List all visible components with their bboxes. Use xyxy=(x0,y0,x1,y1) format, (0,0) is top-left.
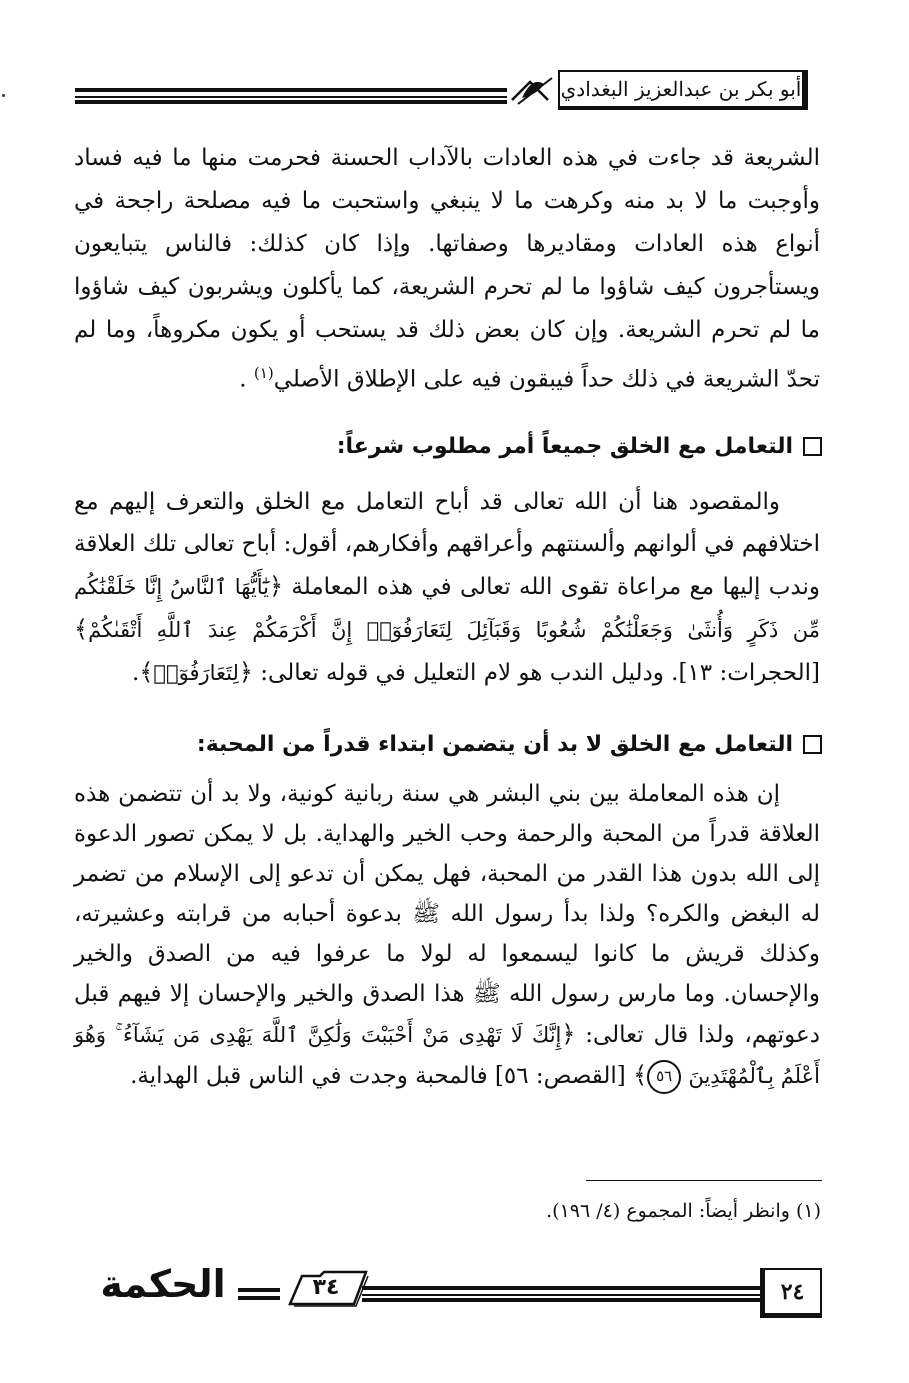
quran-open-bracket: ﴿ xyxy=(238,658,253,686)
quran-close-bracket: ﴾ xyxy=(139,658,154,686)
footer-equals-rule xyxy=(238,1288,280,1300)
paragraph-2-text-b: [الحجرات: ١٣]. ودليل الندب هو لام التعليل في قوله تعالى: xyxy=(252,660,820,686)
header-rule xyxy=(75,88,507,104)
paragraph-1-text: الشريعة قد جاءت في هذه العادات بالآداب الحسنة فحرمت منها ما فيه فساد وأوجبت ما لا بد منه وكرهت ما لا ينبغي واستحبت ما فيه مصلحة راجحة في أنواع هذه العادات ومقاديرها وصفاتها. وإذا كان كذلك: فالناس يتبايعون ويستأجرون كيف شاؤوا ما لم تحرم الشريعة، كما يأكلون ويشربون كيف شاؤوا ما لم تحرم الشريعة. وإن كان بعض ذلك قد يستحب أو يكون مكروهاً، وما لم تحدّ الشريعة في ذلك حداً فيبقون فيه على الإطلاق الأصلي xyxy=(74,145,820,393)
footer-rule xyxy=(362,1286,760,1302)
section-heading-2-text: التعامل مع الخلق لا بد أن يتضمن ابتداء قدراً من المحبة: xyxy=(196,732,793,757)
paragraph-2-end: . xyxy=(132,660,140,686)
quran-open-bracket: ﴿ xyxy=(561,1020,576,1048)
paragraph-1-end: . xyxy=(239,366,254,393)
quran-close-bracket: ﴾ xyxy=(633,1061,648,1089)
section-heading-1-text: التعامل مع الخلق جميعاً أمر مطلوب شرعاً: xyxy=(336,434,793,459)
section-heading-2 xyxy=(70,732,822,757)
quran-verse-qasas: إِنَّكَ لَا تَهْدِى مَنْ أَحْبَبْتَ وَلَٰكِنَّ ٱللَّهَ يَهْدِى مَن يَشَآءُ ۚ وَهُوَ أَعْلَمُ بِٱلْمُهْتَدِينَ xyxy=(74,1023,820,1088)
paragraph-1 xyxy=(74,137,820,402)
section-heading-1 xyxy=(70,434,822,459)
square-bullet-icon xyxy=(803,735,822,754)
quran-verse-hujurat: يَٰٓأَيُّهَا ٱلنَّاسُ إِنَّا خَلَقْنَٰكُم مِّن ذَكَرٍ وَأُنثَىٰ وَجَعَلْنَٰكُمْ شُعُوبًا وَقَبَآئِلَ لِتَعَارَفُوٓا۟ إِنَّ أَكْرَمَكُمْ عِندَ ٱللَّهِ أَتْقَىٰكُمْ xyxy=(74,575,820,642)
quran-close-bracket: ﴾ xyxy=(74,615,89,643)
issue-number: ٣٤ xyxy=(312,1275,340,1300)
running-header-author: أبو بكر بن عبدالعزيز البغدادي xyxy=(558,70,808,110)
footnote: (١) وانظر أيضاً: المجموع (٤/ ١٩٦). xyxy=(546,1200,821,1222)
quran-open-bracket: ﴿ xyxy=(268,572,284,600)
pen-icon xyxy=(508,70,556,110)
square-bullet-icon xyxy=(803,437,822,456)
page-number: ٢٤ xyxy=(760,1268,822,1318)
paragraph-3-text-b: [القصص: ٥٦] فالمحبة وجدت في الناس قبل الهداية. xyxy=(130,1063,634,1089)
paragraph-3-text: إن هذه المعاملة بين بني البشر هي سنة ربانية كونية، ولا بد أن تتضمن هذه العلاقة قدراً من المحبة والرحمة وحب الخير والهداية. بل لا يمكن تصور الدعوة إلى الله بدون هذا القدر من المحبة، فهل يمكن أن تدعو إلى الإسلام من تضمر له البغض والكره؟ ولذا بدأ رسول الله ﷺ بدعوة أحبابه من قرابته وعشيرته، وكذلك قريش ما كانوا ليسمعوا له لولا ما عرفوا فيه من الصدق والخير والإحسان. وما مارس رسول الله ﷺ هذا الصدق والخير والإحسان إلا فيهم قبل دعوتهم، ولذا قال تعالى: xyxy=(74,781,820,1048)
footnote-reference[interactable]: (١) xyxy=(253,364,274,382)
paragraph-2-text: والمقصود هنا أن الله تعالى قد أباح التعامل مع الخلق والتعرف إليهم مع اختلافهم في ألوانهم وألسنتهم وأعراقهم وأفكارهم، أقول: أباح تعالى تلك العلاقة وندب إليها مع مراعاة تقوى الله تعالى في هذه المعاملة xyxy=(74,489,820,600)
paragraph-2 xyxy=(74,481,820,694)
footnote-separator xyxy=(586,1180,822,1181)
quran-word: لِتَعَارَفُوٓا۟ xyxy=(153,661,239,685)
paragraph-3 xyxy=(74,774,820,1096)
scan-speck xyxy=(2,94,5,97)
magazine-logo: الحكمة xyxy=(100,1262,226,1306)
ayah-number-marker: ٥٦ xyxy=(647,1060,681,1094)
